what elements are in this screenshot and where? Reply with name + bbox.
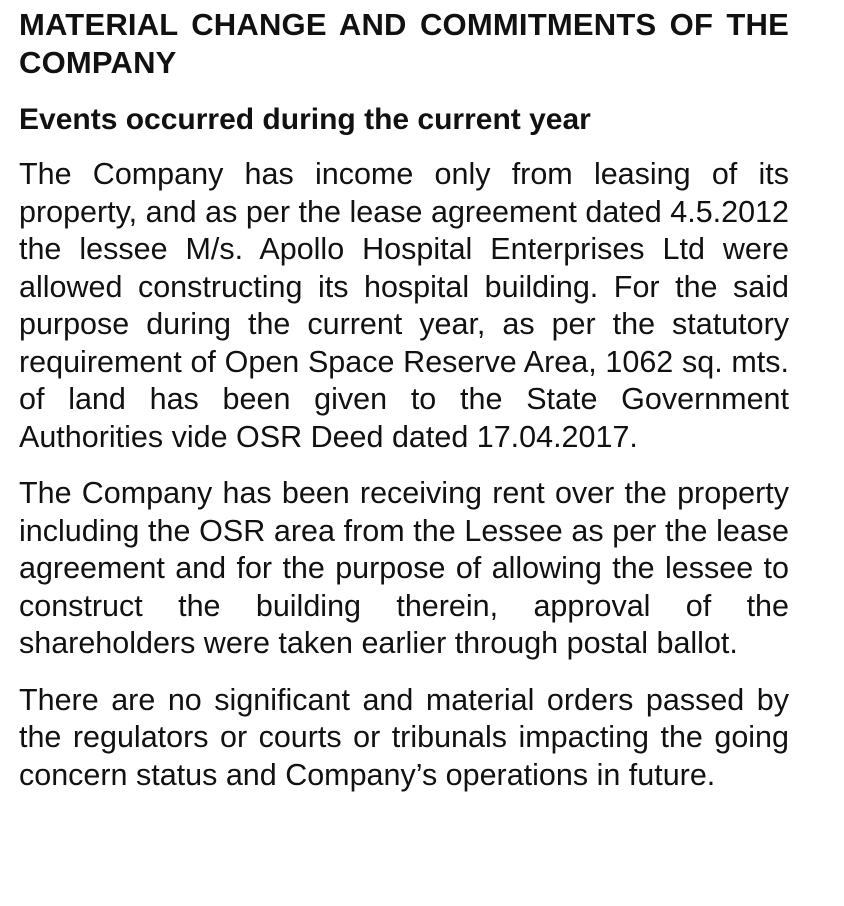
paragraph-rent-approval: The Company has been receiving rent over the property including the OSR area from the Lessee as per the lease agreement and for the purpose of allowing the lessee to construct the building therein, approval of the shareholders were taken earlier through postal ballot. xyxy=(19,476,789,660)
section-title: MATERIAL CHANGE AND COMMITMENTS OF THE COMPANY xyxy=(19,7,789,80)
document-page xyxy=(19,6,789,794)
paragraph-regulatory-orders: There are no significant and material orders passed by the regulators or courts or tribunals impacting the going concern status and Company’s operations in future. xyxy=(19,682,789,792)
section-subtitle: Events occurred during the current year xyxy=(19,103,591,136)
paragraph-lease-osr: The Company has income only from leasing of its property, and as per the lease agreement dated 4.5.2012 the lessee M/s. Apollo Hospital Enterprises Ltd were allowed constructing its hospital building. For the said purpose during the current year, as per the statutory requirement of Open Space Reserve Area, 1062 sq. mts. of land has been given to the State Government Authorities vide OSR Deed dated 17.04.2017. xyxy=(19,157,789,454)
